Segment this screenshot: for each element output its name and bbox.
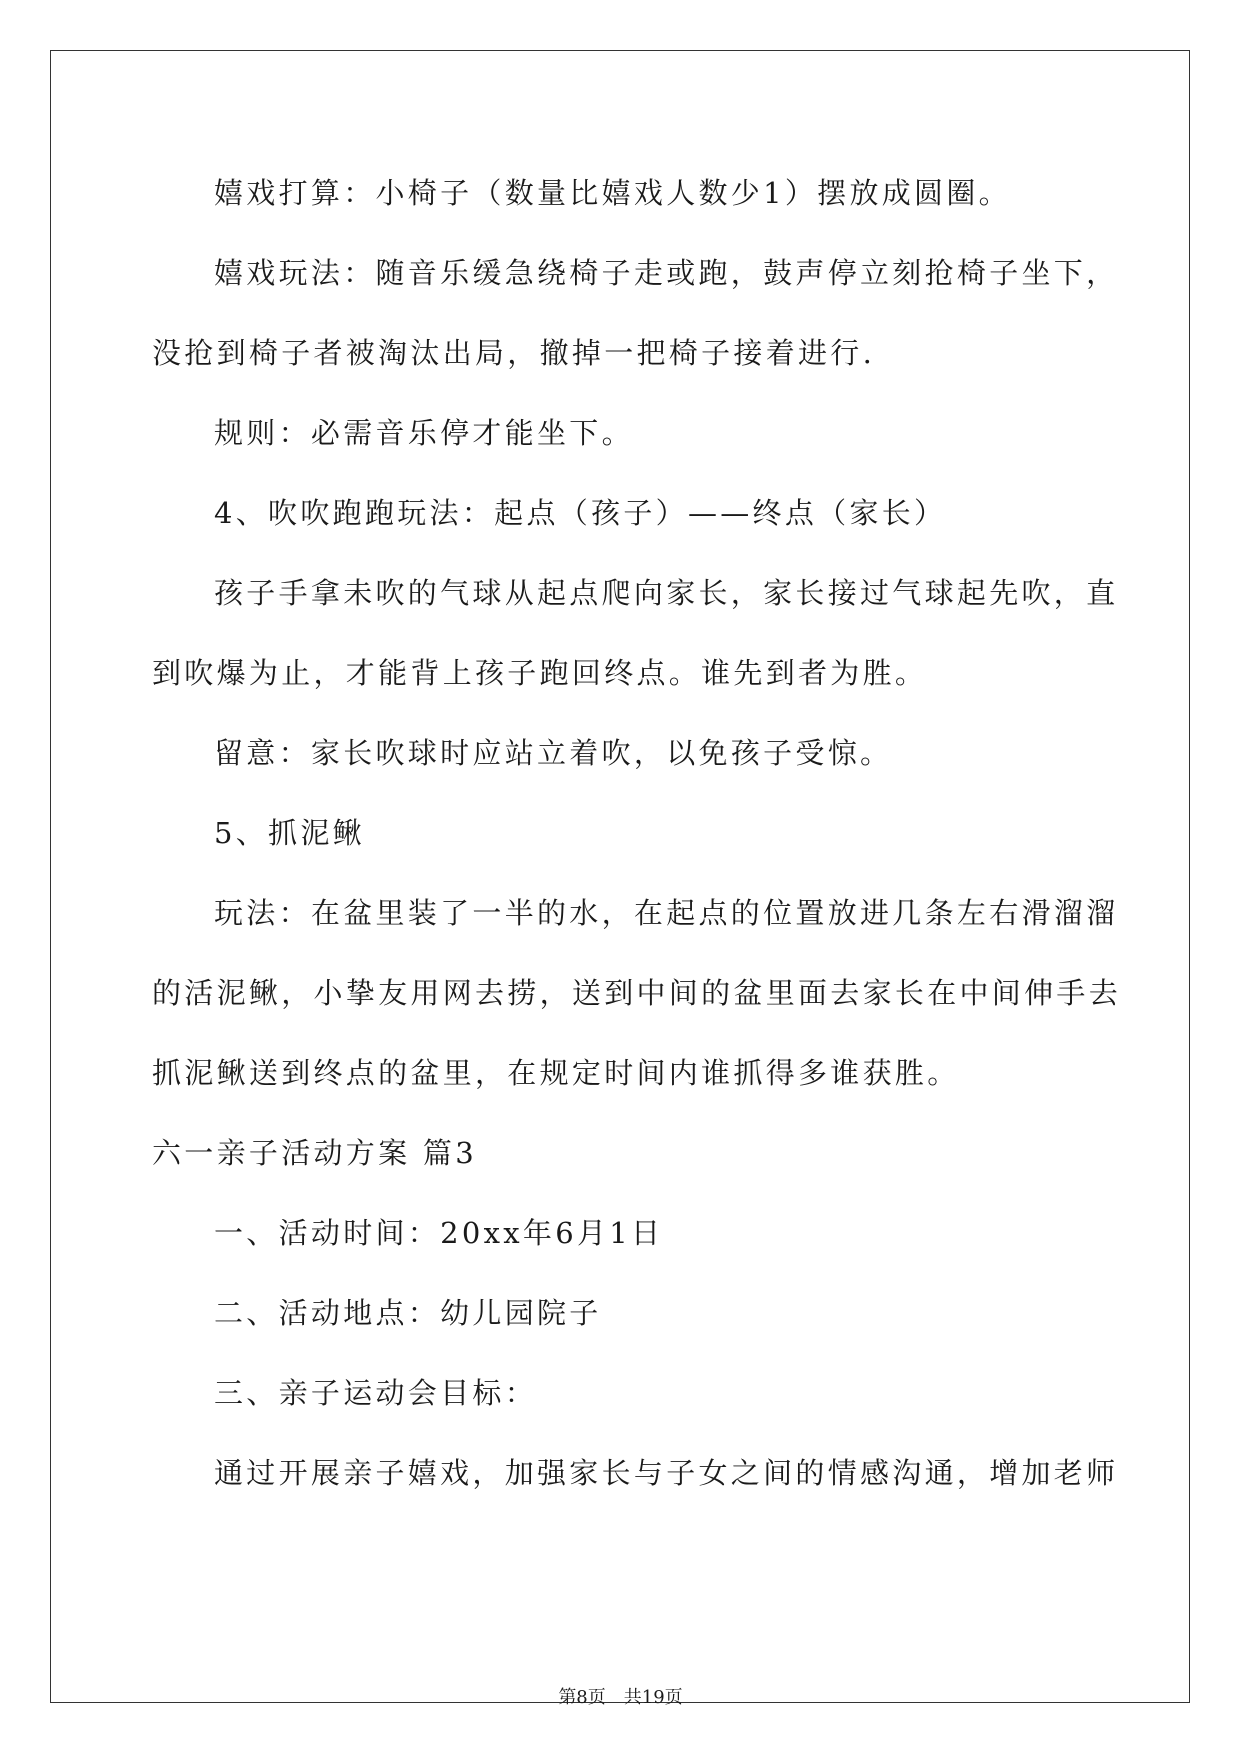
paragraph-line: 一、活动时间：20xx年6月1日 [214, 1216, 664, 1250]
paragraph-line: 二、活动地点：幼儿园院子 [214, 1296, 602, 1330]
paragraph-line: 孩子手拿未吹的气球从起点爬向家长，家长接过气球起先吹，直 [214, 576, 1119, 610]
page-number-footer: 第8页 共19页 [558, 1687, 683, 1708]
paragraph-line: 的活泥鳅，小挚友用网去捞，送到中间的盆里面去家长在中间伸手去 [152, 976, 1122, 1010]
paragraph-line: 规则：必需音乐停才能坐下。 [214, 416, 634, 450]
paragraph-line: 抓泥鳅送到终点的盆里，在规定时间内谁抓得多谁获胜。 [152, 1056, 960, 1090]
paragraph-line: 通过开展亲子嬉戏，加强家长与子女之间的情感沟通，增加老师 [214, 1456, 1119, 1490]
paragraph-line: 嬉戏玩法：随音乐缓急绕椅子走或跑，鼓声停立刻抢椅子坐下， [214, 256, 1119, 290]
paragraph-line: 嬉戏打算：小椅子（数量比嬉戏人数少1）摆放成圆圈。 [214, 176, 1011, 210]
paragraph-line: 三、亲子运动会目标： [214, 1376, 538, 1410]
paragraph-line: 4、吹吹跑跑玩法：起点（孩子）——终点（家长） [214, 496, 947, 530]
paragraph-line: 5、抓泥鳅 [214, 816, 365, 850]
section-heading: 六一亲子活动方案 篇3 [152, 1136, 477, 1170]
paragraph-line: 留意：家长吹球时应站立着吹，以免孩子受惊。 [214, 736, 893, 770]
paragraph-line: 玩法：在盆里装了一半的水，在起点的位置放进几条左右滑溜溜 [214, 896, 1119, 930]
paragraph-line: 到吹爆为止，才能背上孩子跑回终点。谁先到者为胜。 [152, 656, 928, 690]
paragraph-line: 没抢到椅子者被淘汰出局，撤掉一把椅子接着进行. [152, 336, 876, 370]
